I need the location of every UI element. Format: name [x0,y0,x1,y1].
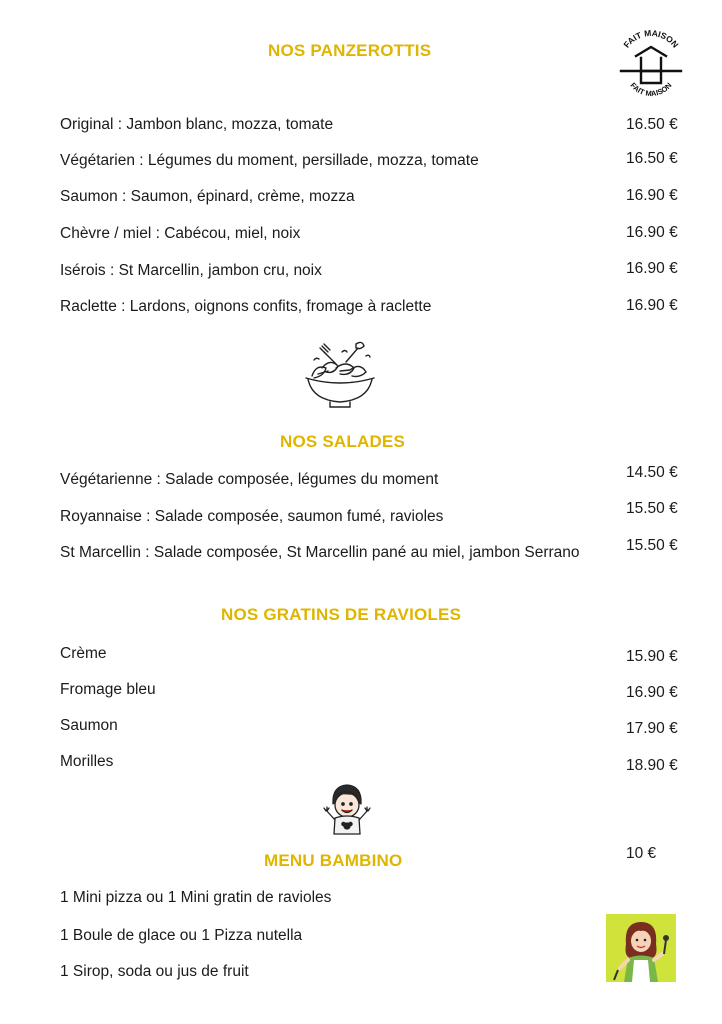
fait-maison-badge [614,24,688,100]
menu-price: 17.90 € [626,720,678,737]
house-icon [621,47,681,83]
menu-item: Végétarienne : Salade composée, légumes du moment [60,471,439,488]
menu-item: 1 Boule de glace ou 1 Pizza nutella [60,927,303,944]
menu-item: Fromage bleu [60,681,156,698]
badge-bottom-text: FAIT MAISON [628,80,674,99]
menu-price: 16.90 € [626,224,678,241]
bambino-price: 10 € [626,845,657,862]
chef-illustration [606,914,676,982]
menu-item: Morilles [60,753,114,770]
menu-item: Raclette : Lardons, oignons confits, fromage à raclette [60,298,432,315]
menu-item: St Marcellin : Salade composée, St Marcellin pané au miel, jambon Serrano [60,544,580,561]
menu-item: 1 Sirop, soda ou jus de fruit [60,963,249,980]
menu-price: 16.90 € [626,684,678,701]
menu-price: 15.90 € [626,648,678,665]
menu-price: 15.50 € [626,500,678,517]
section-title-gratins: NOS GRATINS DE RAVIOLES [221,605,462,624]
menu-item: 1 Mini pizza ou 1 Mini gratin de ravioles [60,889,332,906]
menu-item: Saumon : Saumon, épinard, crème, mozza [60,188,355,205]
menu-price: 14.50 € [626,464,678,481]
menu-price: 16.50 € [626,116,678,133]
menu-item: Saumon [60,717,118,734]
section-title-panzerottis: NOS PANZEROTTIS [268,41,432,60]
menu-item: Chèvre / miel : Cabécou, miel, noix [60,225,301,242]
menu-price: 16.50 € [626,150,678,167]
menu-price: 16.90 € [626,297,678,314]
section-title-salades: NOS SALADES [280,432,405,451]
menu-item: Isérois : St Marcellin, jambon cru, noix [60,262,322,279]
menu-item: Crème [60,645,107,662]
menu-price: 16.90 € [626,260,678,277]
menu-price: 18.90 € [626,757,678,774]
menu-price: 15.50 € [626,537,678,554]
child-icon [318,780,376,838]
salad-bowl-icon [300,338,380,412]
menu-item: Original : Jambon blanc, mozza, tomate [60,116,334,133]
menu-item: Végétarien : Légumes du moment, persillade, mozza, tomate [60,152,479,169]
badge-top-text: FAIT MAISON [621,27,681,50]
menu-item: Royannaise : Salade composée, saumon fumé, ravioles [60,508,444,525]
section-title-bambino: MENU BAMBINO [264,851,403,870]
menu-price: 16.90 € [626,187,678,204]
